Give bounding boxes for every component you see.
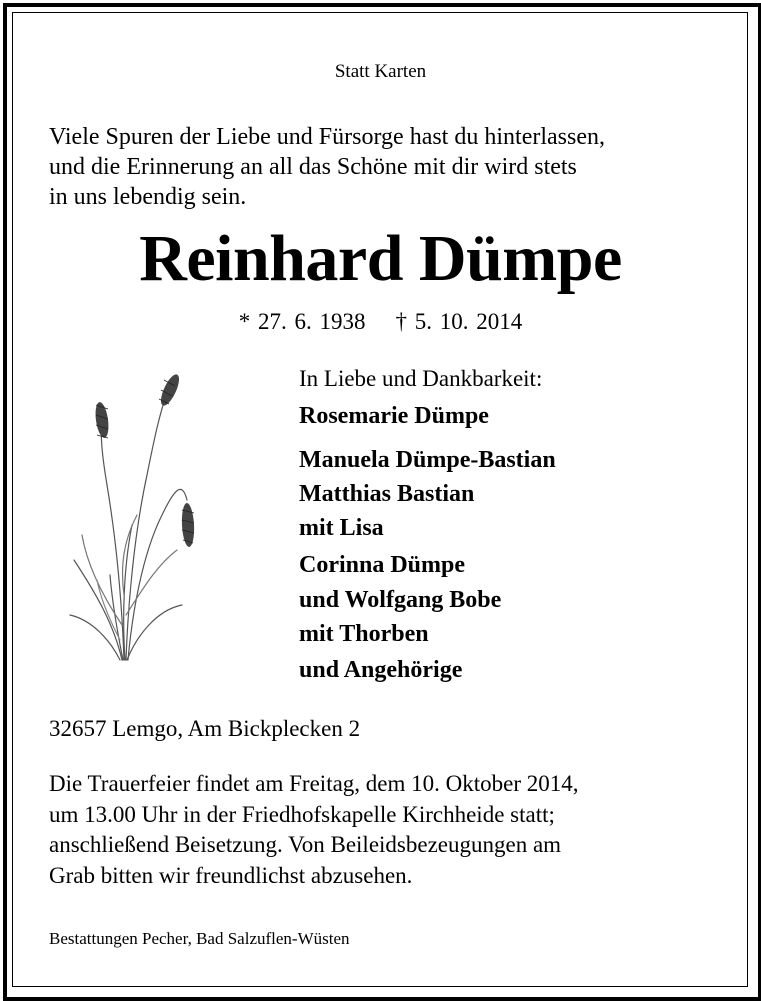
service-line: um 13.00 Uhr in der Friedhofskapelle Kirchheide statt; — [49, 801, 555, 827]
service-line: anschließend Beisetzung. Von Beileidsbezeugungen am — [49, 832, 562, 857]
mourner-name: und Wolfgang Bobe — [299, 587, 502, 613]
intro-verse — [49, 122, 739, 212]
mourner-name: Rosemarie Dümpe — [299, 403, 489, 429]
mourner-name: mit Lisa — [299, 515, 384, 541]
deceased-name: Reinhard Dümpe — [139, 222, 622, 295]
thanks-line: In Liebe und Dankbarkeit: — [299, 366, 543, 391]
service-line: Die Trauerfeier findet am Freitag, dem 10. Oktober 2014, — [49, 771, 579, 796]
mourner-name: mit Thorben — [299, 621, 429, 647]
life-dates — [0, 310, 761, 333]
funeral-home: Bestattungen Pecher, Bad Salzuflen-Wüsten — [49, 929, 350, 948]
mourner-name: Matthias Bastian — [299, 481, 475, 507]
mourner-name: und Angehörige — [299, 657, 463, 683]
mourner-name: Manuela Dümpe-Bastian — [299, 447, 556, 473]
service-info — [49, 769, 579, 891]
intro-line: in uns lebendig sein. — [49, 184, 247, 210]
wheat-stalks-illustration — [62, 365, 212, 665]
intro-line: Viele Spuren der Liebe und Fürsorge hast du hinterlassen, — [49, 124, 605, 150]
header-statt-karten: Statt Karten — [334, 61, 427, 82]
death-date: † 5. 10. 2014 — [395, 309, 523, 334]
birth-date: * 27. 6. 1938 — [238, 309, 366, 334]
service-line: Grab bitten wir freundlichst abzusehen. — [49, 862, 413, 888]
family-address: 32657 Lemgo, Am Bickplecken 2 — [49, 716, 361, 741]
intro-line: und die Erinnerung an all das Schöne mit dir wird stets — [49, 154, 577, 180]
mourner-name: Corinna Dümpe — [299, 552, 466, 578]
